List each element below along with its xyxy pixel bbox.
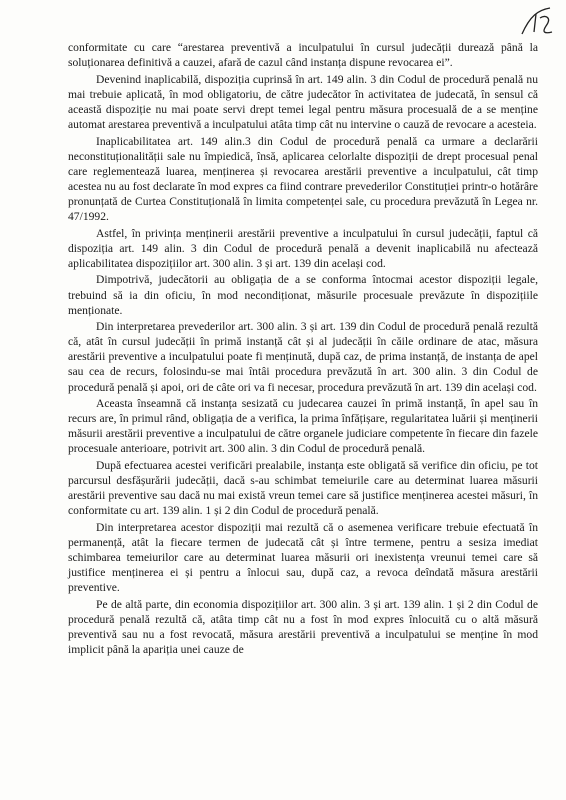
paragraph: Aceasta înseamnă că instanța sesizată cu judecarea cauzei în primă instanță, în apel sau în recurs are, în primul rând, obligația de a verifica, la prima înfățișare, regularitatea luării și menținerii măsurii arestării preventive a inculpatului de către organele judiciare competente în fiecare din fazele procesuale anterioare, potrivit art. 300 alin. 3 din Codul de procedură penală. [68,397,538,456]
paragraph: Astfel, în privința menținerii arestării preventive a inculpatului în cursul judecății, faptul că dispoziția art. 149 alin. 3 din Codul de procedură penală a devenit inaplicabilă nu afectează aplicabilitatea dispozițiilor art. 300 alin. 3 și art. 139 din același cod. [68,226,538,270]
paragraph: Inaplicabilitatea art. 149 alin.3 din Codul de procedură penală ca urmare a declarării neconstituționalității sale nu împiedică, însă, aplicarea celorlalte dispoziții de drept procesual penal care reglementează luarea, menținerea și revocarea arestării preventive a inculpatului, cât timp acestea nu au fost declarate în mod expres ca fiind contrare prevederilor Constituției printr-o hotărâre pronunțată de Curtea Constituțională în limita competenței sale, cu procedura prevăzută în Legea nr. 47/1992. [68,134,538,224]
paragraph: Din interpretarea acestor dispoziții mai rezultă că o asemenea verificare trebuie efectuată în permanență, atât la fiecare termen de judecată cât și între termene, pentru a sesiza imediat schimbarea temeiurilor care au determinat luarea măsurii ori inexistența vreunui temei care să justifice menținerea ei și pentru a înlocui sau, după caz, a revoca deîndată măsura arestării preventive. [68,520,538,595]
document-body [68,40,538,659]
handwritten-page-number-mark [516,6,556,40]
paragraph: Din interpretarea prevederilor art. 300 alin. 3 și art. 139 din Codul de procedură penală rezultă că, atât în cursul judecății în primă instanță cât și al judecății în căile ordinare de atac, măsura arestării preventive a inculpatului poate fi menținută, după caz, de prima instanță, de instanța de apel sau cea de recurs, folosindu-se mai întâi procedura prevăzută în art. 300 alin. 3 din Codul de procedură penală și apoi, ori de câte ori va fi necesar, procedura prevăzută în art. 139 din același cod. [68,320,538,394]
paragraph: Dimpotrivă, judecătorii au obligația de a se conforma întocmai acestor dispoziții legale, trebuind să ia din oficiu, în mod necondiționat, măsurile procesuale prevăzute în dispozițiile menționate. [68,273,538,317]
paragraph: Devenind inaplicabilă, dispoziția cuprinsă în art. 149 alin. 3 din Codul de procedură penală nu mai trebuie aplicată, în mod obligatoriu, de către judecător în activitatea de judecată, în sensul că această dispoziție nu mai poate servi drept temei legal pentru măsura procesuală de a se menține automat arestarea preventivă a inculpatului atâta timp cât nu intervine o cauză de revocare a acesteia. [68,72,538,131]
paragraph: conformitate cu care “arestarea preventivă a inculpatului în cursul judecății durează până la soluționarea definitivă a cauzei, afară de cazul când instanța dispune revocarea ei”. [68,41,538,70]
paragraph: După efectuarea acestei verificări prealabile, instanța este obligată să verifice din oficiu, pe tot parcursul desfășurării judecății, dacă s-au schimbat temeiurile care au determinat luarea măsurii arestării preventive sau dacă nu mai există vreun temei care să justifice menținerea acestei măsuri, în conformitate cu art. 139 alin. 1 și 2 din Codul de procedură penală. [68,459,538,518]
paragraph: Pe de altă parte, din economia dispozițiilor art. 300 alin. 3 și art. 139 alin. 1 și 2 din Codul de procedură penală rezultă că, atâta timp cât nu a fost în mod expres înlocuită cu o altă măsură preventivă sau nu a fost revocată, măsura arestării preventivă a inculpatului se menține în mod implicit până la apariția unei cauze de [68,597,538,657]
